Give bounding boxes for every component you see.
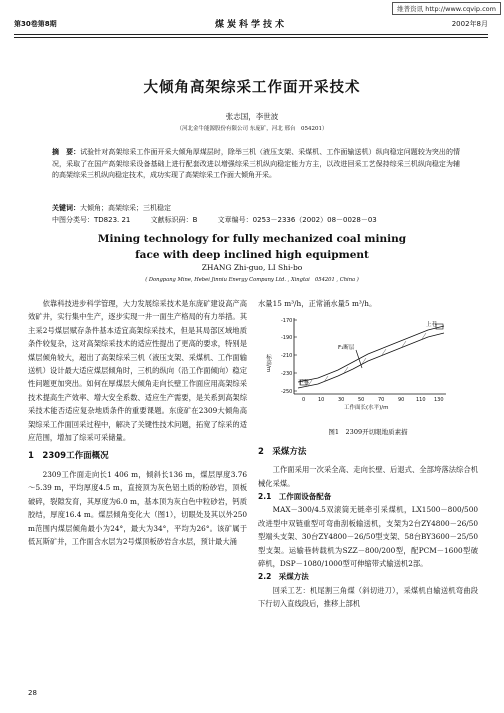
intro-paragraph: 依靠科技进步科学管理，大力发展综采技术是东庞矿建设高产高效矿井，实行集中生产，逐步实现一井一面生产格局的有力举措。其主采2号煤层赋存条件基本适宜高架综采技术，但是其局部区域地质条件较复杂，这对高架综采技术的适应性提出了更高的要求，特别是煤层倾角较大，超出了高架综采三机（液压支架、采煤机、工作面输送机）设计最大适应煤层倾角时，三机的纵向（沿工作面倾向）稳定性问题更加突出。如何在厚煤层大倾角走向长壁工作面应用高架综采技术提高生产效率、增大安全系数、适应生产需要，是关系到高架综采技术能否适应复杂地质条件的重要课题。东庞矿在2309大倾角高架综采工作面回采过程中，解决了关键性技术问题，拓宽了综采的适应范围，增加了综采可采储量。 [28,299,247,443]
fault-line [356,350,362,368]
watermark: 维普资讯 http://www.cqvip.com [392,2,501,15]
water-inflow-text: 水量15 m³/h，正常涌水量5 m³/h。 [258,299,377,308]
upper-lane-label: 上巷 [426,322,438,329]
y-axis-title: 标高/m [265,354,271,373]
running-header [14,17,488,30]
section-1-paragraph: 2309工作面走向长1 406 m，倾斜长136 m，煤层厚度3.76～5.39 m，平均厚度4.5 m，直接顶为灰色铝土质的粉砂岩，顶板破碎，裂隙发育，其厚度为6.0 m，基本顶为灰白色中粒砂岩，钙质胶结，厚度16.4 m。煤层倾角变化大（图1），切眼处及其以外250 m范围内煤层倾角最小为24°，最大为34°，平均为26°。该矿属于低瓦斯矿井，工作面含水层为2号煤顶板砂岩含水层，预计最大涌 [28,469,247,546]
section-1-heading: 1 2309工作面概况 [28,451,109,462]
x-axis-title: 工作面长(水平)/m [344,405,389,412]
x-tick-label: 30 [338,397,345,404]
x-tick-label: 0 [302,397,306,404]
y-tick-label: -230 [281,371,293,378]
authors: 张志国，李世波 [225,112,279,121]
x-tick-label: 10 [318,397,325,404]
article-number: 文章编号：0253－2336（2002）08－0028－03 [217,216,377,224]
section-2-heading: 2 采煤方法 [258,446,307,457]
paper-title: 大倾角高架综采工作面开采技术 [143,80,361,96]
issue-number: 第30卷第8期 [14,20,57,28]
keywords-text: 大倾角；高架综采；三机稳定 [80,204,171,212]
y-tick-label: -170 [281,318,293,325]
subsection-2-2-heading: 2.2 采煤方法 [258,572,309,582]
journal-name: 煤炭科学技术 [214,20,287,30]
seam-roof-line [298,326,444,382]
header-rule-thin [14,37,488,38]
seam-floor-line [298,333,444,388]
lower-lane-label: 下巷 [298,380,310,387]
abstract-text: 试验针对高架综采工作面开采大倾角厚煤层时，除举三机（液压支架、采煤机、工作面输送机）纵向稳定问题较为突出的情况，采取了在国产高架综采设备基础上进行配套改进以增强综采三机纵向稳定能力方主，以改进回采工艺保持综采三机纵向稳定为辅的高架综采三机纵向稳定技术，成功实现了高架综采工作面大倾角开采。 [52,148,460,179]
fault-label: F₁断层 [338,345,355,352]
document-code: 文献标识码：B [150,216,198,224]
x-tick-label: 50 [358,397,365,404]
english-title-line-1: Mining technology for fully mechanized coal mining [97,233,407,245]
english-title-line-2: face with deep inclined high equipment [135,249,369,261]
page-number: 28 [28,689,37,697]
right-column [258,297,478,611]
seam-hatching [308,333,426,386]
mining-method-paragraph: 回采工艺：机尾割三角煤（斜切进刀），采煤机自输送机弯曲段下行切入直线段后，推移上部机 [258,585,478,609]
abstract-label: 摘 要： [52,148,81,156]
classification-line [52,215,472,225]
header-rule [14,34,488,35]
english-title [0,231,504,263]
figure-1 [258,312,478,422]
x-tick-label: 110 [416,397,426,404]
y-tick-label: -190 [281,335,293,342]
geologic-sketch [258,312,478,422]
x-tick-label: 90 [398,397,405,404]
english-authors: ZHANG Zhi-guo, LI Shi-bo [201,263,303,272]
keywords [52,203,460,213]
figure-1-caption: 图1 2309开切眼地质素描 [328,428,408,437]
subsection-2-1-heading: 2.1 工作面设备配备 [258,492,332,502]
clc-number: 中图分类号：TD823. 21 [52,216,131,224]
section-2-paragraph: 工作面采用一次采全高、走向长壁、后退式、全部垮落法综合机械化采煤。 [258,465,478,488]
english-affiliation: ( Dongpang Mine, Hebei Jinniu Energy Company Ltd. , Xingtai 054201 , China ) [145,277,359,283]
abstract [52,147,460,182]
x-tick-label: 130 [434,397,444,404]
affiliation: （河北金牛能源股份有限公司 东庞矿，河北 邢台 054201） [176,126,328,132]
x-tick-label: 70 [378,397,385,404]
issue-date: 2002年8月 [451,20,488,28]
y-tick-label: -210 [281,353,293,360]
y-tick-label: -250 [281,389,293,396]
left-column [28,297,247,548]
keywords-label: 关键词： [52,204,80,212]
equipment-paragraph: MAX－300/4.5双滚筒无链牵引采煤机，LX1500－800/500改进型中双链重型可弯曲刮板输送机，支架为2台ZY4800－26/50型端头支架、30台ZY4800－26/50型支架、58台BY3600－25/50型支架。运输巷转载机为SZZ－800/200型，配PCM－1600型破碎机，DSP－1080/1000型可伸缩带式输送机2部。 [258,505,478,569]
